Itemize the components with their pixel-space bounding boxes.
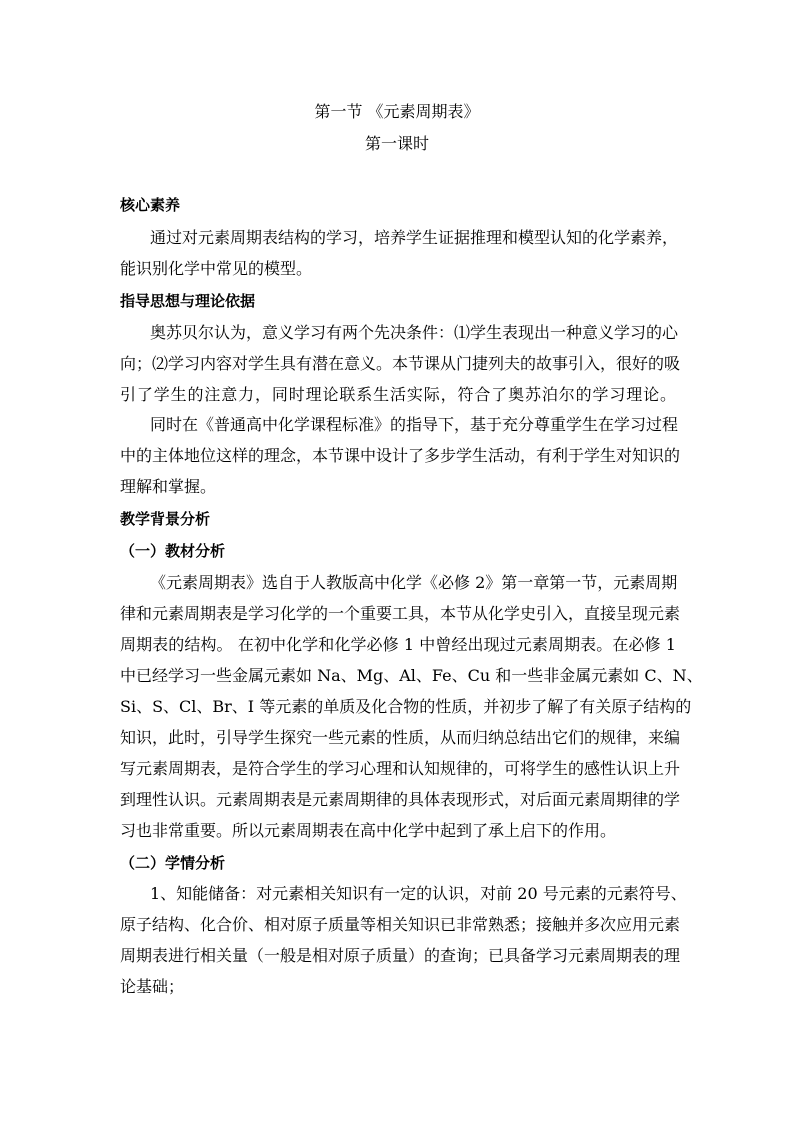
subsection-heading-learning: （二）学情分析 xyxy=(120,854,226,872)
paragraph-line: Si、S、Cl、Br、I 等元素的单质及化合物的性质，并初步了解了有关原子结构的 xyxy=(120,697,692,716)
paragraph-line: 能识别化学中常见的模型。 xyxy=(120,259,313,278)
paragraph-line: 1、知能储备：对元素相关知识有一定的认识，对前 20 号元素的元素符号、 xyxy=(150,884,687,903)
paragraph-line: 中已经学习一些金属元素如 Na、Mg、Al、Fe、Cu 和一些非金属元素如 C、N、 xyxy=(120,666,703,685)
paragraph-line: 周期表的结构。 在初中化学和化学必修 1 中曾经出现过元素周期表。在必修 1 xyxy=(120,635,676,654)
paragraph-line: 向；⑵学习内容对学生具有潜在意义。本节课从门捷列夫的故事引入，很好的吸 xyxy=(120,354,681,373)
section-heading-core-literacy: 核心素养 xyxy=(120,196,181,214)
paragraph-line: 奥苏贝尔认为，意义学习有两个先决条件：⑴学生表现出一种意义学习的心 xyxy=(150,323,679,342)
paragraph-line: 到理性认识。元素周期表是元素周期律的具体表现形式，对后面元素周期律的学 xyxy=(120,790,681,809)
paragraph-line: 知识，此时，引导学生探究一些元素的性质，从而归纳总结出它们的规律，来编 xyxy=(120,728,681,747)
document-subtitle: 第一课时 xyxy=(364,134,429,153)
paragraph-line: 《元素周期表》选自于人教版高中化学《必修 2》第一章第一节，元素周期 xyxy=(150,573,678,592)
paragraph-line: 通过对元素周期表结构的学习，培养学生证据推理和模型认知的化学素养， xyxy=(150,228,679,247)
paragraph-line: 律和元素周期表是学习化学的一个重要工具，本节从化学史引入，直接呈现元素 xyxy=(120,604,681,623)
paragraph-line: 习也非常重要。所以元素周期表在高中化学中起到了承上启下的作用。 xyxy=(120,821,617,840)
paragraph-line: 写元素周期表，是符合学生的学习心理和认知规律的，可将学生的感性认识上升 xyxy=(120,759,681,778)
paragraph-line: 论基础； xyxy=(120,977,185,996)
paragraph-line: 理解和掌握。 xyxy=(120,477,217,496)
paragraph-line: 同时在《普通高中化学课程标准》的指导下，基于充分尊重学生在学习过程 xyxy=(150,415,679,434)
section-heading-guiding-theory: 指导思想与理论依据 xyxy=(120,292,256,310)
document-title: 第一节 《元素周期表》 xyxy=(314,102,480,121)
subsection-heading-textbook: （一）教材分析 xyxy=(120,542,226,560)
section-heading-background: 教学背景分析 xyxy=(120,510,211,528)
paragraph-line: 中的主体地位这样的理念，本节课中设计了多步学生活动，有利于学生对知识的 xyxy=(120,446,681,465)
paragraph-line: 引了学生的注意力，同时理论联系生活实际，符合了奥苏泊尔的学习理论。 xyxy=(120,385,676,404)
paragraph-line: 原子结构、化合价、相对原子质量等相关知识已非常熟悉；接触并多次应用元素 xyxy=(120,915,681,934)
paragraph-line: 周期表进行相关量（一般是相对原子质量）的查询；已具备学习元素周期表的理 xyxy=(120,946,681,965)
